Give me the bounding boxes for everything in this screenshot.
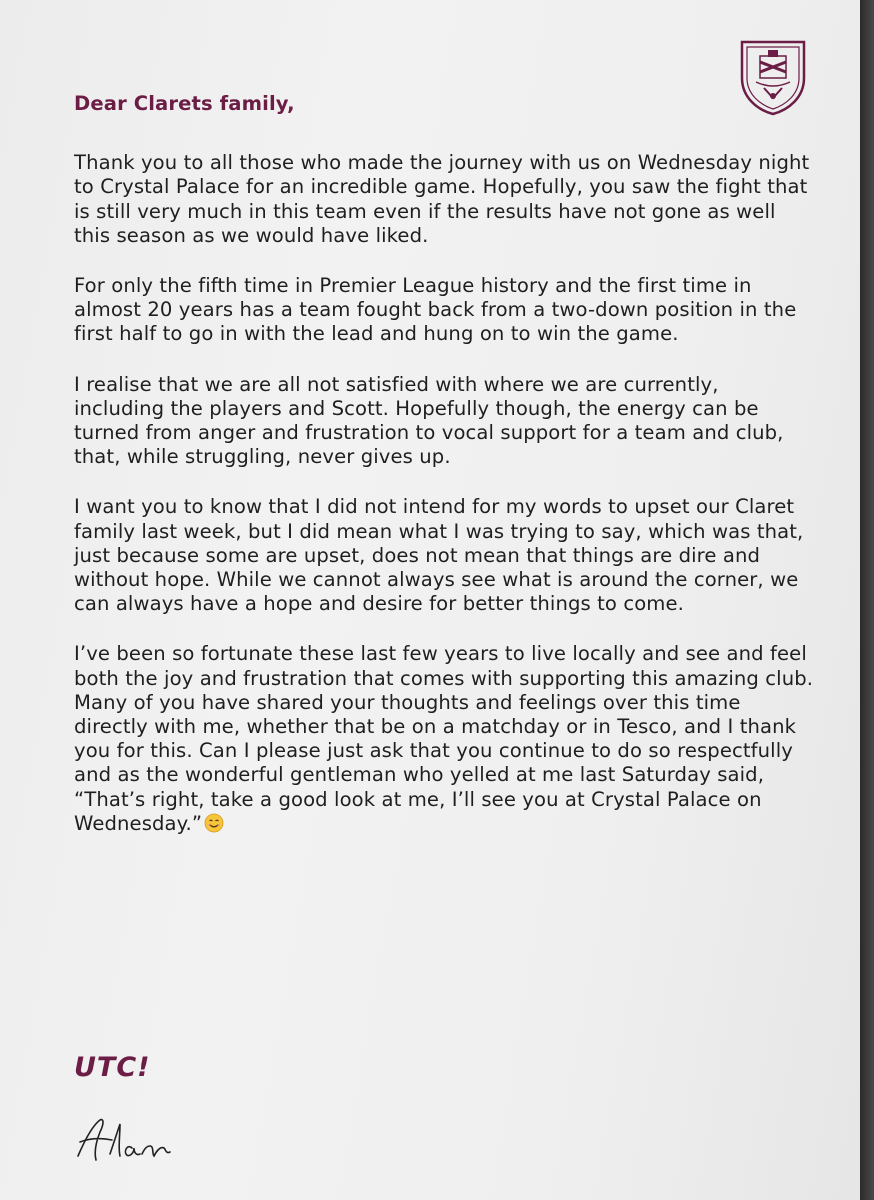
handwritten-signature (70, 1112, 180, 1168)
letter-greeting: Dear Clarets family, (74, 92, 295, 115)
page-edge-shadow (860, 0, 874, 1200)
closing-utc: UTC! (74, 1052, 151, 1083)
letter-paragraph: For only the fifth time in Premier League history and the first time in almost 20 years has a team fought back from a two-down position in the first half to go in with the lead and hung on to win the game. (74, 274, 797, 346)
letter-paragraph-final (74, 642, 814, 836)
letter-body (74, 92, 814, 862)
letter-paragraph-final-text: I’ve been so fortunate these last few years to live locally and see and feel both the joy and frustration that comes with supporting this amazing club. Many of you have shared your thoughts and feelings over this time directly with me, whether that be on a matchday or in Tesco, and I thank you for this. Can I please just ask that you continue to do so respectfully and as the wonderful gentleman who yelled at me last Saturday said, “That’s right, take a good look at me, I’ll see you at Crystal Palace on Wednesday.” (74, 642, 814, 835)
letter-paragraph: Thank you to all those who made the journey with us on Wednesday night to Crystal Palace for an incredible game. Hopefully, you saw the fight that is still very much in this team even if the results have not gone as well this season as we would have liked. (74, 151, 810, 247)
smiling-face-emoji-icon (204, 813, 224, 833)
letter-paragraph: I want you to know that I did not intend for my words to upset our Claret family last week, but I did mean what I was trying to say, which was that, just because some are upset, does not mean that things are dire and without hope. While we cannot always see what is around the corner, we can always have a hope and desire for better things to come. (74, 495, 804, 616)
letter-paragraph: I realise that we are all not satisfied with where we are currently, including the players and Scott. Hopefully though, the energy can be turned from anger and frustration to vocal support for a team and club, that, while struggling, never gives up. (74, 372, 784, 469)
